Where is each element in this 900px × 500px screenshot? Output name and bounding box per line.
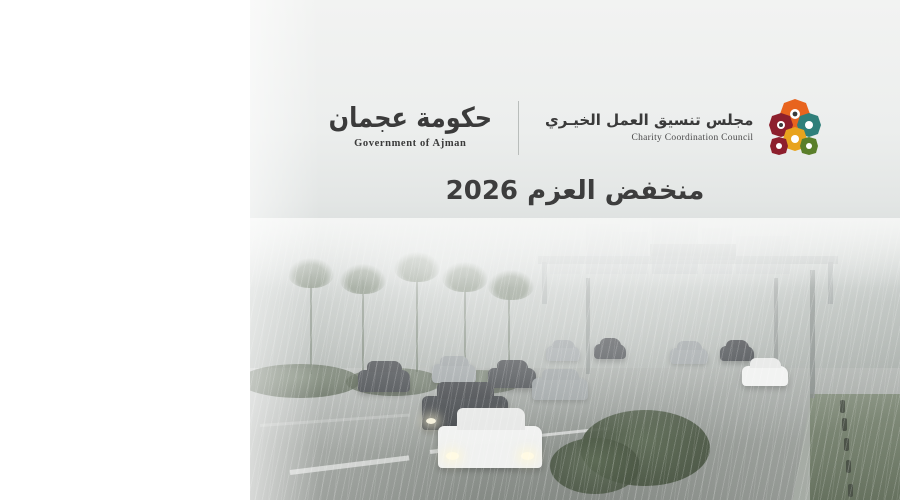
vehicle (358, 370, 410, 392)
poster-panel (250, 0, 900, 500)
palm-trunk (416, 268, 418, 372)
headlight (521, 452, 534, 460)
traffic-light-pole (810, 270, 815, 398)
gantry-leg (542, 262, 547, 304)
road-median (810, 394, 900, 500)
council-emblem-icon (765, 97, 821, 159)
light-pole (586, 278, 590, 374)
council-logo-english: Charity Coordination Council (631, 133, 754, 144)
vehicle (720, 346, 754, 361)
gantry-leg (828, 262, 833, 304)
vehicle (742, 366, 788, 386)
poster-title: منخفض العزم 2026 (445, 176, 705, 206)
building-silhouette (586, 224, 620, 274)
ajman-government-logo-arabic: حكومة عجمان (328, 102, 492, 135)
storm-photo (250, 218, 900, 500)
vehicle (488, 368, 536, 388)
ajman-government-logo-english: Government of Ajman (354, 138, 467, 150)
council-logo-arabic: مجلس تنسيق العمل الخيـري (545, 110, 754, 129)
palm-trunk (310, 274, 312, 374)
median-bollard (846, 460, 851, 473)
headlight (426, 418, 436, 424)
palm-crown (394, 252, 440, 282)
palm-crown (488, 270, 534, 300)
ajman-government-logo (328, 102, 492, 150)
vehicle (532, 378, 588, 400)
palm-crown (288, 258, 334, 288)
foreground-bush (550, 438, 640, 494)
headlight (446, 452, 459, 460)
median-bollard (844, 438, 849, 451)
palm-crown (340, 264, 386, 294)
charity-coordination-council-logo (545, 97, 821, 159)
vehicle-white-car (438, 426, 542, 468)
vehicle (594, 344, 626, 359)
vehicle (546, 346, 580, 361)
median-bollard (848, 484, 853, 497)
palm-crown (442, 262, 488, 292)
poster-header (250, 88, 900, 168)
traffic-gantry (538, 256, 838, 264)
vehicle (670, 348, 708, 364)
logo-divider (518, 101, 519, 155)
vehicle (432, 364, 476, 383)
median-bollard (842, 418, 847, 431)
building-silhouette (622, 232, 648, 274)
building-silhouette (736, 236, 790, 274)
median-bollard (840, 400, 845, 413)
